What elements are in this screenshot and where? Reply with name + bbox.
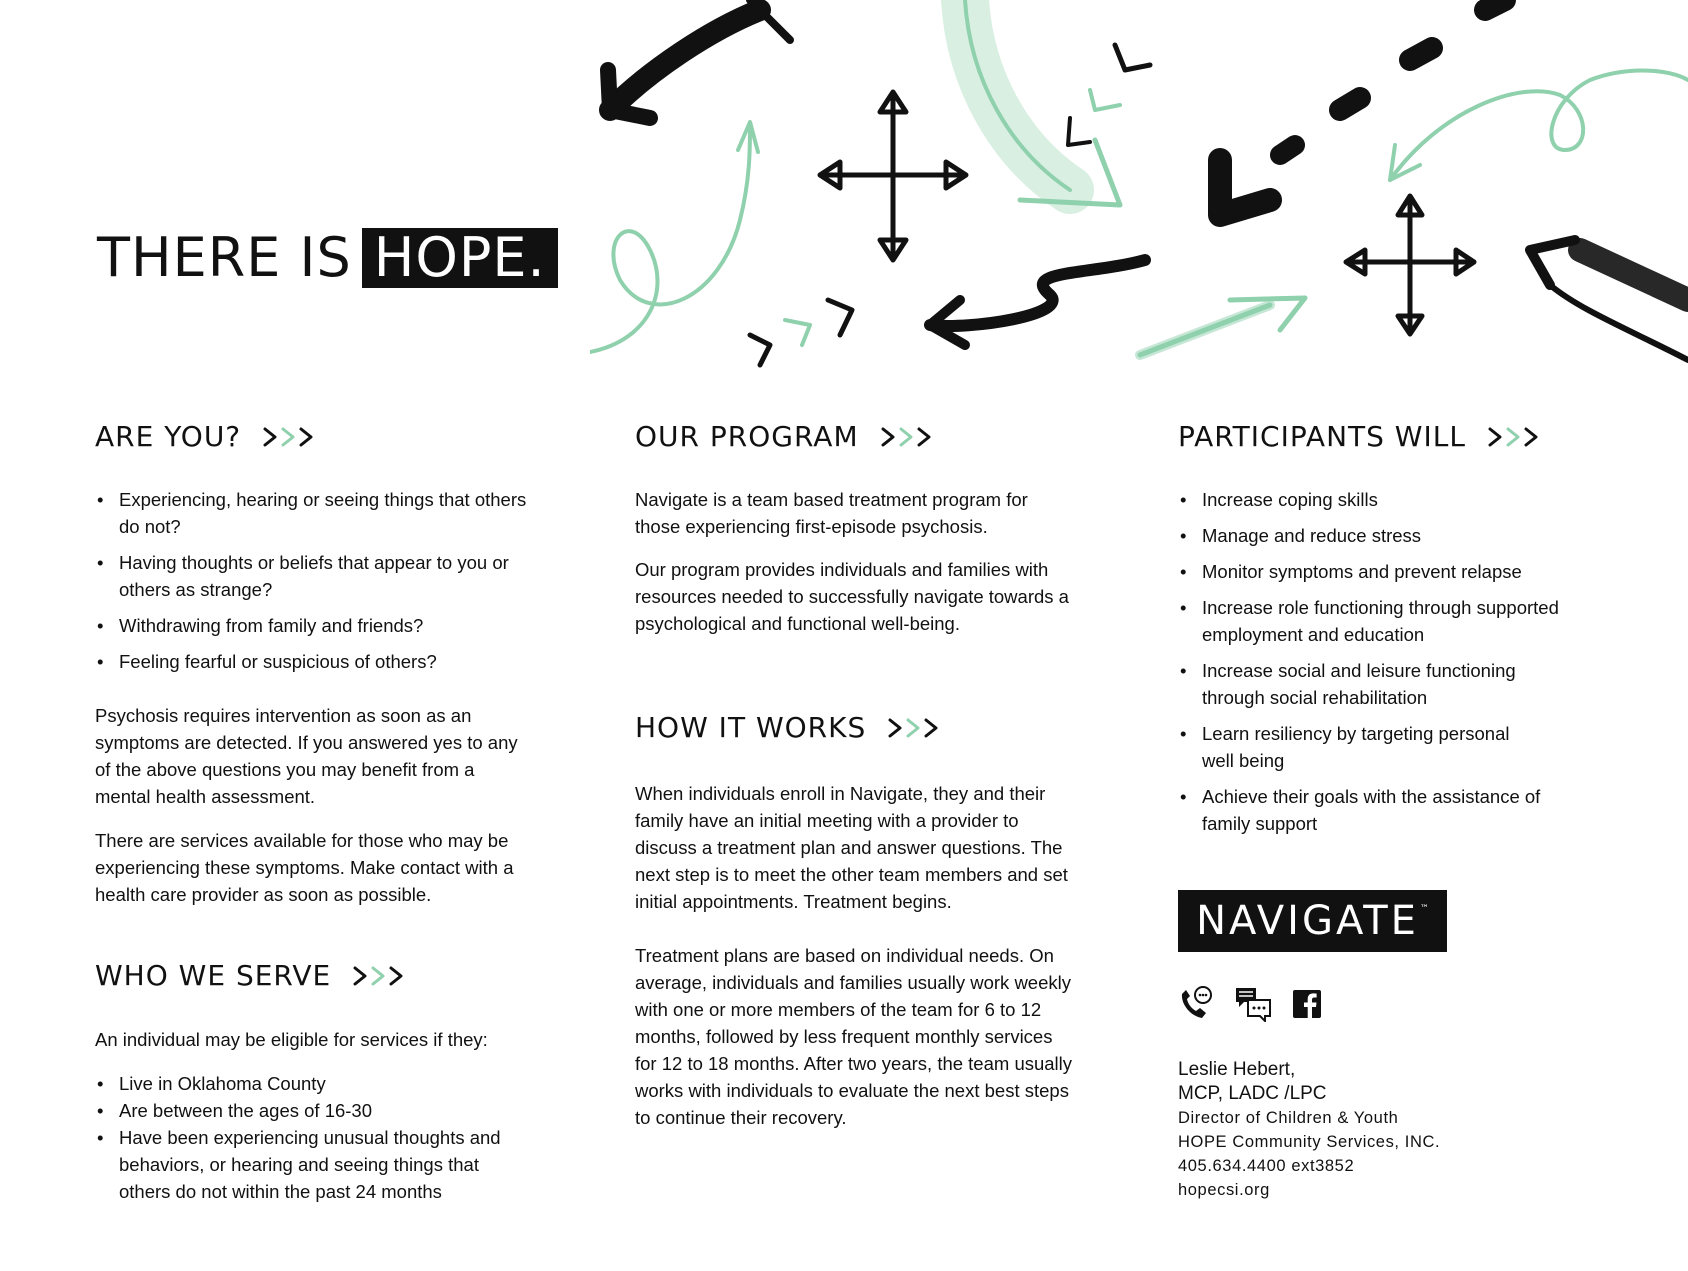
participants-will-section [1178, 486, 1598, 837]
who-we-serve-heading [95, 959, 409, 992]
triple-chevron-icon [881, 426, 937, 448]
are-you-heading-text: ARE YOU? [95, 420, 242, 453]
contact-credentials: MCP, LADC /LPC [1178, 1083, 1327, 1104]
list-item: • Learn resiliency by targeting personal well being [1178, 720, 1542, 774]
contact-title: Director of Children & Youth [1178, 1109, 1399, 1127]
eligibility-list [95, 1070, 535, 1205]
navigate-logo [1178, 890, 1447, 952]
contact-name: Leslie Hebert, [1178, 1059, 1296, 1080]
list-item: • Achieve their goals with the assistance of family support [1178, 783, 1582, 837]
list-item: • Experiencing, hearing or seeing things that others do not? [95, 486, 529, 540]
contact-org: HOPE Community Services, INC. [1178, 1133, 1441, 1151]
triple-chevron-icon [353, 965, 409, 987]
facebook-icon[interactable] [1292, 989, 1322, 1019]
list-item: • Are between the ages of 16-30 [95, 1097, 535, 1124]
our-program-heading-text: OUR PROGRAM [635, 420, 859, 453]
list-item: • Manage and reduce stress [1178, 522, 1598, 549]
eligibility-intro: An individual may be eligible for services if they: [95, 1029, 488, 1050]
are-you-list [95, 486, 535, 675]
arrows-illustration [590, 0, 1688, 380]
our-program-heading [635, 420, 937, 453]
triple-chevron-icon [888, 717, 944, 739]
cross-arrow-left [820, 92, 966, 260]
contact-website[interactable]: hopecsi.org [1178, 1181, 1270, 1199]
participants-will-heading-text: PARTICIPANTS WILL [1178, 420, 1466, 453]
who-we-serve-heading-text: WHO WE SERVE [95, 959, 332, 992]
message-bubbles-icon[interactable] [1234, 986, 1272, 1022]
psychosis-paragraph: Psychosis requires intervention as soon as an symptoms are detected. If you answered yes to any of the above questions you may benefit from a mental health assessment. [95, 705, 518, 807]
headline-prefix: THERE IS [97, 226, 352, 289]
how-it-works-heading-text: HOW IT WORKS [635, 711, 867, 744]
list-item: • Increase coping skills [1178, 486, 1598, 513]
how-paragraph-1: When individuals enroll in Navigate, they and their family have an initial meeting with a provider to discuss a treatment plan and answer questions. The next step is to meet the other team members and set initial appointments. Treatment begins. [635, 783, 1068, 912]
trademark-mark: ™ [1419, 904, 1429, 914]
how-it-works-heading [635, 711, 944, 744]
list-item: • Monitor symptoms and prevent relapse [1178, 558, 1598, 585]
list-item: • Increase role functioning through supported employment and education [1178, 594, 1602, 648]
list-item: • Having thoughts or beliefs that appear to you or others as strange? [95, 549, 529, 603]
list-item: • Have been experiencing unusual thoughts and behaviors, or hearing and seeing things that others do not within the past 24 months [95, 1124, 534, 1205]
navigate-logo-text: NAVIGATE [1196, 898, 1419, 944]
list-item: • Withdrawing from family and friends? [95, 612, 535, 639]
how-paragraph-2: Treatment plans are based on individual needs. On average, individuals and families usually work weekly with one or more members of the team for 6 to 12 months, followed by less frequent monthly services for 12 to 18 months. After two years, the team usually works with individuals to evaluate the next best steps to continue their recovery. [635, 945, 1073, 1128]
program-paragraph-2: Our program provides individuals and families with resources needed to successfully navigate towards a psychological and functional well-being. [635, 559, 1069, 634]
list-item: • Increase social and leisure functioning through social rehabilitation [1178, 657, 1572, 711]
contact-icons [1178, 986, 1322, 1022]
how-it-works-section [635, 780, 1085, 1131]
list-item: • Live in Oklahoma County [95, 1070, 535, 1097]
headline-highlight: HOPE. [362, 228, 558, 288]
outcomes-list [1178, 486, 1598, 837]
are-you-section [95, 486, 535, 908]
contact-phone[interactable]: 405.634.4400 ext3852 [1178, 1157, 1355, 1175]
our-program-section [635, 486, 1085, 637]
triple-chevron-icon [263, 426, 319, 448]
phone-chat-icon[interactable] [1178, 986, 1214, 1022]
triple-chevron-icon [1488, 426, 1544, 448]
headline [97, 226, 558, 290]
program-paragraph-1: Navigate is a team based treatment program for those experiencing first-episode psychosis. [635, 489, 1028, 537]
are-you-heading [95, 420, 319, 453]
who-we-serve-section [95, 1026, 535, 1205]
participants-will-heading [1178, 420, 1544, 453]
list-item: • Feeling fearful or suspicious of others? [95, 648, 535, 675]
cross-arrow-right [1346, 196, 1474, 334]
services-paragraph: There are services available for those who may be experiencing these symptoms. Make contact with a health care provider as soon as possible. [95, 830, 514, 905]
contact-block [1178, 1058, 1440, 1202]
